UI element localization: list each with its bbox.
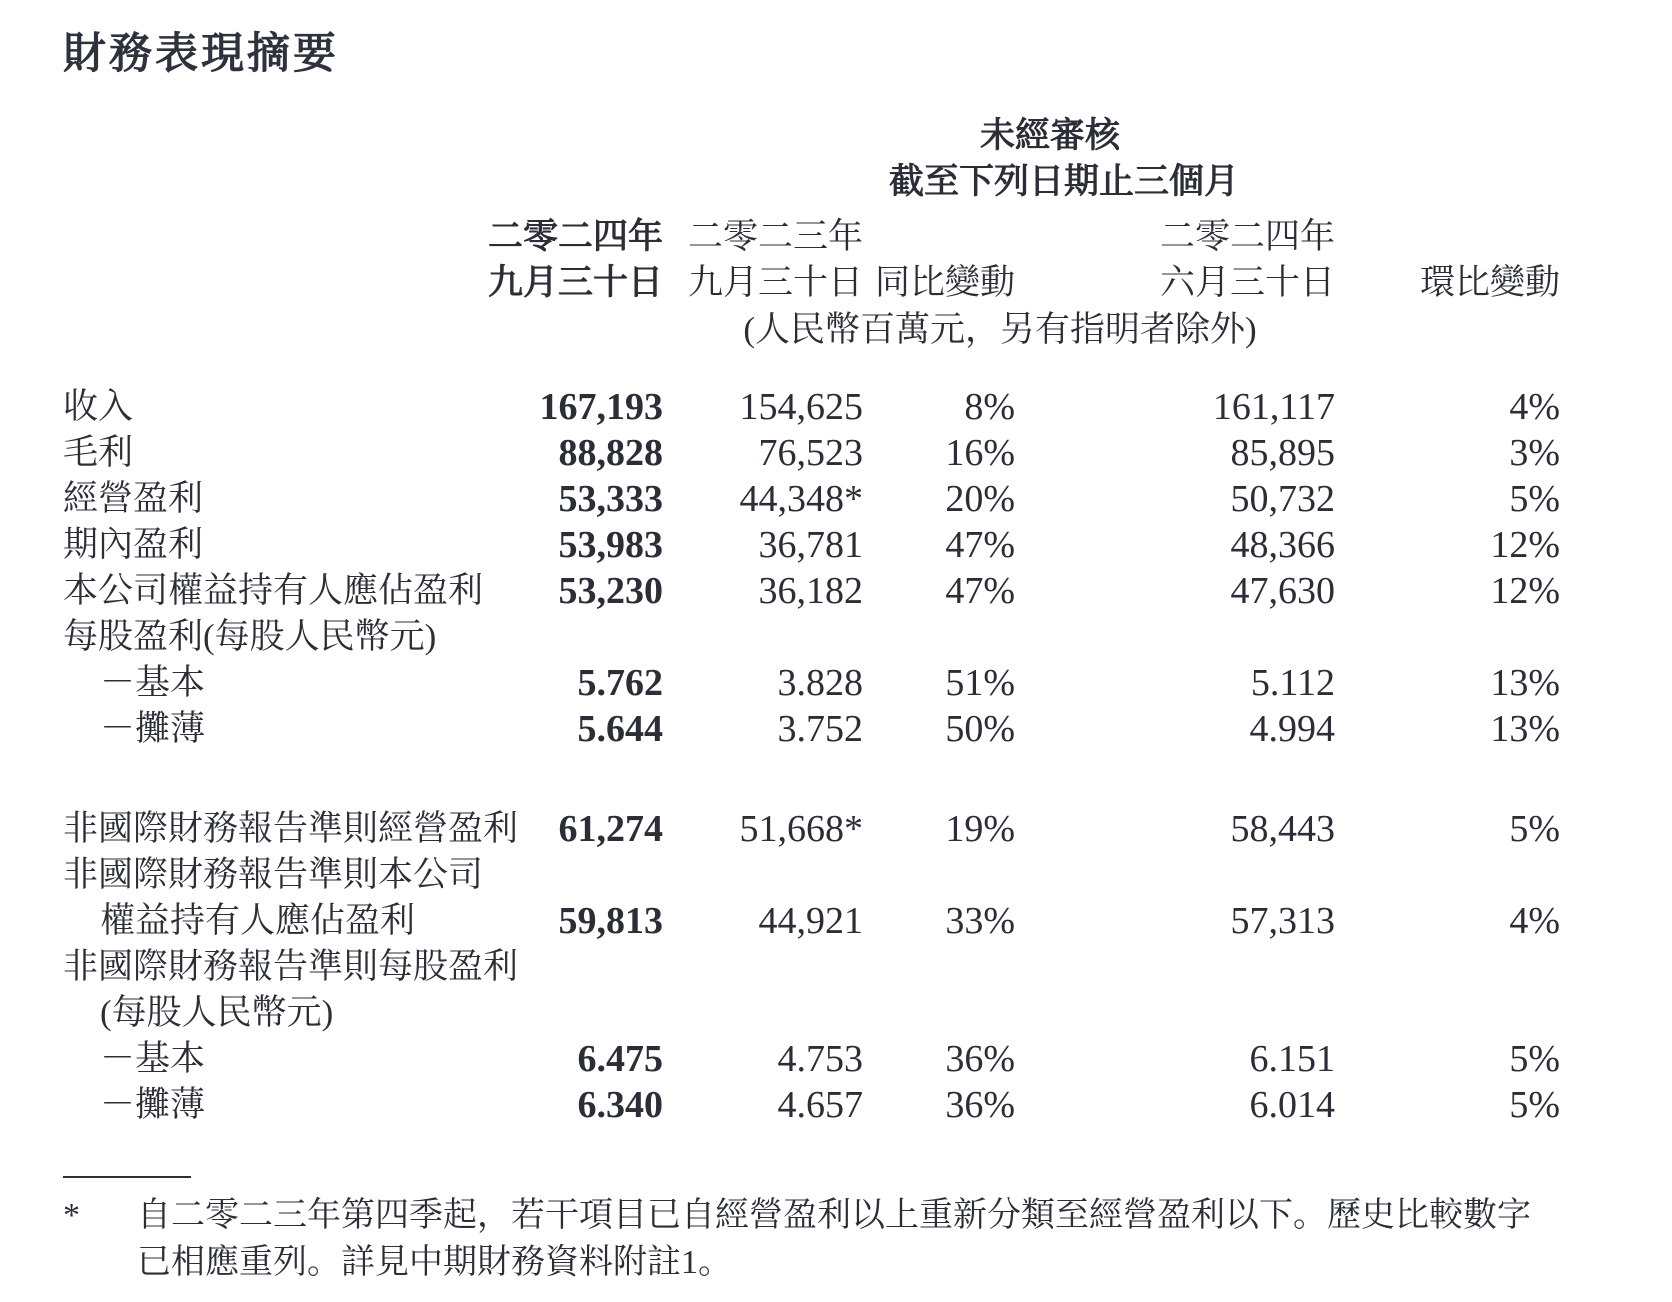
footnote-text: 自二零二三年第四季起，若干項目已自經營盈利以上重新分類至經營盈利以下。歷史比較數字已相應重列。詳見中期財務資料附註1。: [137, 1197, 1531, 1281]
table-row: [63, 568, 1560, 614]
table-row: [63, 384, 1560, 430]
value-2024-09-30: 61,274: [558, 808, 663, 850]
value-qoq-change: [1335, 990, 1560, 1036]
value-2024-09-30: [460, 614, 663, 660]
value-2023-09-30: 76,523: [758, 432, 863, 474]
table-row: [63, 1082, 1560, 1128]
value-2023-09-30: 44,921: [758, 900, 863, 942]
section-spacer: [63, 752, 1560, 806]
value-2024-09-30: 6.340: [577, 1084, 663, 1126]
column-header-2024-06-line1: 二零二四年: [1159, 217, 1335, 256]
column-header-2024-09-line1: 二零二四年: [487, 217, 663, 256]
value-yoy-change: 51%: [945, 662, 1015, 704]
footnote-marker: *: [63, 1197, 80, 1234]
value-2023-09-30: 4.657: [777, 1084, 863, 1126]
column-header-2023-09-line1: 二零二三年: [687, 217, 863, 256]
value-2024-09-30: 167,193: [539, 386, 663, 428]
row-label: 權益持有人應佔盈利: [100, 901, 416, 940]
value-2024-06-30: 6.014: [1249, 1084, 1335, 1126]
value-qoq-change: 5%: [1509, 808, 1560, 850]
value-2023-09-30: 51,668*: [739, 808, 863, 850]
row-label: 非國際財務報告準則經營盈利: [63, 809, 519, 848]
table-row: [63, 476, 1560, 522]
value-2024-09-30: [460, 990, 663, 1036]
row-label: －攤薄: [100, 709, 206, 748]
value-2023-09-30: 44,348*: [739, 478, 863, 520]
units-note: (人民幣百萬元，另有指明者除外): [743, 310, 1257, 349]
table-row: [63, 706, 1560, 752]
value-2024-09-30: [460, 944, 663, 990]
row-label: 期內盈利: [63, 525, 204, 564]
value-2024-09-30: 5.644: [577, 708, 663, 750]
value-2023-09-30: 36,781: [758, 524, 863, 566]
table-row: [63, 990, 1560, 1036]
column-header-spacer: [63, 214, 460, 260]
value-2023-09-30: [663, 944, 863, 990]
value-2024-06-30: [1015, 944, 1335, 990]
period-label: 截至下列日期止三個月: [888, 162, 1240, 201]
value-qoq-change: 5%: [1509, 1084, 1560, 1126]
column-header-yoy-line2: 同比變動: [874, 263, 1015, 302]
value-2024-06-30: 58,443: [1230, 808, 1335, 850]
value-2024-06-30: [1015, 990, 1335, 1036]
row-label: －基本: [100, 663, 206, 702]
value-qoq-change: [1335, 852, 1560, 898]
value-2024-09-30: [460, 852, 663, 898]
column-header-line1: [63, 214, 1560, 260]
value-2023-09-30: 154,625: [739, 386, 863, 428]
footnote-divider: [63, 1176, 191, 1178]
value-2024-06-30: 48,366: [1230, 524, 1335, 566]
value-2023-09-30: 36,182: [758, 570, 863, 612]
table-row: [63, 898, 1560, 944]
table-row: [63, 522, 1560, 568]
value-yoy-change: 36%: [945, 1038, 1015, 1080]
value-yoy-change: 47%: [945, 570, 1015, 612]
value-2024-06-30: 4.994: [1249, 708, 1335, 750]
column-header-spacer: [63, 260, 460, 306]
value-yoy-change: 36%: [945, 1084, 1015, 1126]
unaudited-label: 未經審核: [979, 116, 1121, 155]
value-2023-09-30: [663, 990, 863, 1036]
value-qoq-change: [1335, 944, 1560, 990]
row-label: 本公司權益持有人應佔盈利: [63, 571, 484, 610]
value-2024-09-30: 53,333: [558, 478, 663, 520]
value-2024-09-30: 53,230: [558, 570, 663, 612]
value-yoy-change: 16%: [945, 432, 1015, 474]
row-label: －攤薄: [100, 1085, 206, 1124]
value-2024-06-30: 47,630: [1230, 570, 1335, 612]
value-qoq-change: 12%: [1490, 570, 1560, 612]
value-2024-06-30: 5.112: [1250, 662, 1335, 704]
value-yoy-change: 47%: [945, 524, 1015, 566]
value-qoq-change: 4%: [1509, 900, 1560, 942]
value-qoq-change: 12%: [1490, 524, 1560, 566]
value-qoq-change: 5%: [1509, 478, 1560, 520]
value-2024-06-30: 161,117: [1212, 386, 1335, 428]
table-row: [63, 614, 1560, 660]
column-header-qoq-line1: [1335, 214, 1560, 260]
row-label: 非國際財務報告準則本公司: [63, 855, 484, 894]
value-qoq-change: [1335, 614, 1560, 660]
row-label: －基本: [100, 1039, 206, 1078]
table-row: [63, 1036, 1560, 1082]
row-label: 每股盈利(每股人民幣元): [63, 617, 437, 656]
column-header-2024-06-line2: 六月三十日: [1159, 263, 1335, 302]
table-row: [63, 430, 1560, 476]
value-yoy-change: 33%: [945, 900, 1015, 942]
value-2024-06-30: [1015, 614, 1335, 660]
column-header-2023-09-line2: 九月三十日: [687, 263, 863, 302]
value-yoy-change: [863, 944, 1015, 990]
value-yoy-change: [863, 990, 1015, 1036]
value-2024-06-30: 50,732: [1230, 478, 1335, 520]
column-header-2024-09-line2: 九月三十日: [487, 263, 663, 302]
row-label: 經營盈利: [63, 479, 204, 518]
value-2024-09-30: 53,983: [558, 524, 663, 566]
value-yoy-change: 20%: [945, 478, 1015, 520]
row-label: (每股人民幣元): [100, 993, 334, 1032]
value-2023-09-30: 3.752: [777, 708, 863, 750]
table-row: [63, 660, 1560, 706]
value-yoy-change: 19%: [945, 808, 1015, 850]
table-row: [63, 944, 1560, 990]
column-header-yoy-line1: [863, 214, 1015, 260]
table-row: [63, 852, 1560, 898]
value-2023-09-30: 3.828: [777, 662, 863, 704]
value-2024-09-30: 5.762: [577, 662, 663, 704]
value-2024-09-30: 59,813: [558, 900, 663, 942]
value-qoq-change: 13%: [1490, 662, 1560, 704]
value-2023-09-30: [663, 852, 863, 898]
value-yoy-change: 50%: [945, 708, 1015, 750]
table-body: [63, 384, 1560, 1128]
value-qoq-change: 4%: [1509, 386, 1560, 428]
table-row: [63, 806, 1560, 852]
value-yoy-change: [863, 852, 1015, 898]
value-yoy-change: [863, 614, 1015, 660]
row-label: 收入: [63, 387, 134, 426]
row-label: 毛利: [63, 433, 134, 472]
value-2024-06-30: 85,895: [1230, 432, 1335, 474]
value-qoq-change: 3%: [1509, 432, 1560, 474]
value-2024-06-30: [1015, 852, 1335, 898]
value-2024-06-30: 6.151: [1249, 1038, 1335, 1080]
value-2024-06-30: 57,313: [1230, 900, 1335, 942]
column-header-qoq-line2: 環比變動: [1419, 263, 1560, 302]
value-2023-09-30: 4.753: [777, 1038, 863, 1080]
value-qoq-change: 13%: [1490, 708, 1560, 750]
column-headers: [63, 214, 1560, 306]
column-header-line2: [63, 260, 1560, 306]
page-title: 財務表現摘要: [63, 30, 339, 78]
value-2024-09-30: 88,828: [558, 432, 663, 474]
value-qoq-change: 5%: [1509, 1038, 1560, 1080]
row-label: 非國際財務報告準則每股盈利: [63, 947, 519, 986]
footnote: [63, 1192, 1533, 1286]
value-yoy-change: 8%: [964, 386, 1015, 428]
value-2024-09-30: 6.475: [577, 1038, 663, 1080]
value-2023-09-30: [663, 614, 863, 660]
